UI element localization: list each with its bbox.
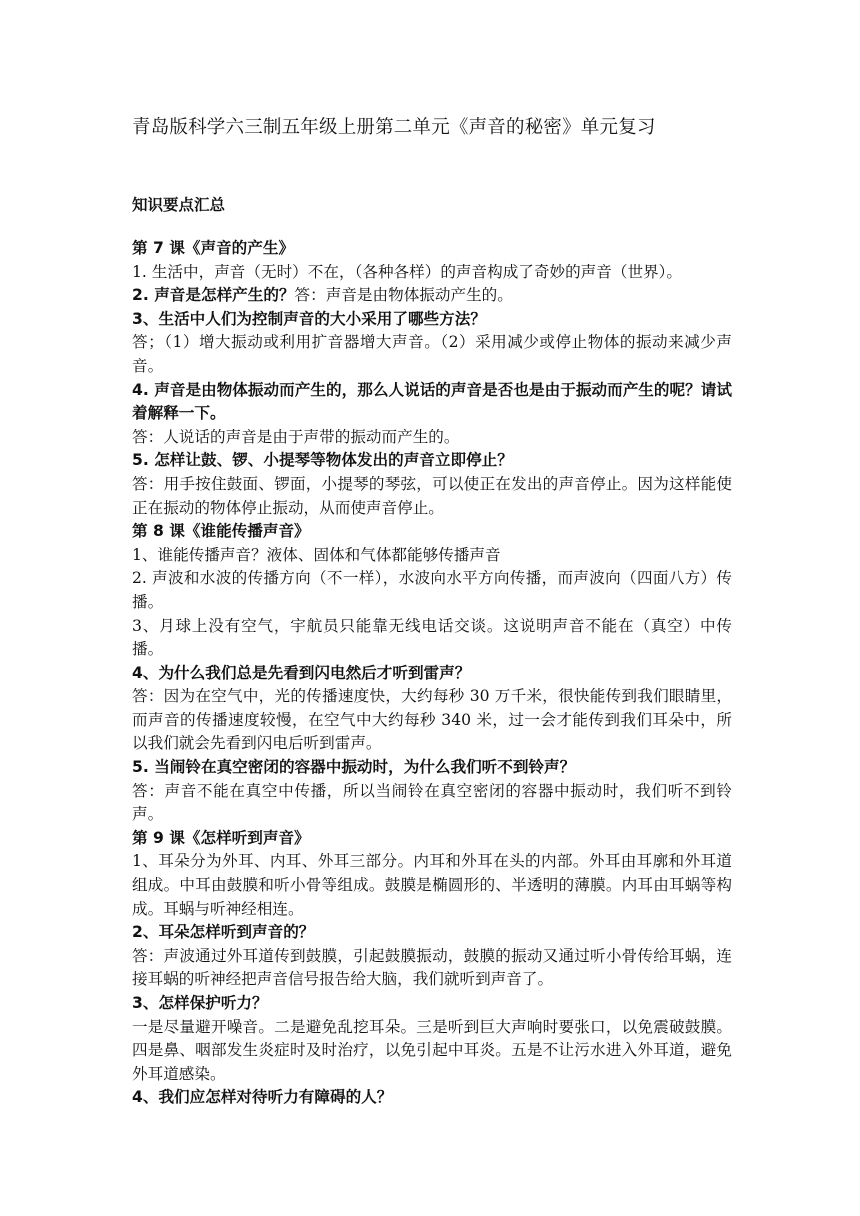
lesson-8-answer-4: 答：因为在空气中，光的传播速度快，大约每秒 30 万千米，很快能传到我们眼睛里，而声音的传播速度较慢，在空气中大约每秒 340 米，过一会才能传到我们耳朵中，所以我们就会先看到闪电后听到雷声。 — [132, 687, 732, 753]
lesson-9-item-1: 1、耳朵分为外耳、内耳、外耳三部分。内耳和外耳在头的内部。外耳由耳廓和外耳道组成。中耳由鼓膜和听小骨等组成。鼓膜是椭圆形的、半透明的薄膜。内耳由耳蜗等构成。耳蜗与听神经相连。 — [132, 852, 732, 918]
lesson-8-item-2: 2. 声波和水波的传播方向（不一样），水波向水平方向传播，而声波向（四面八方）传播。 — [132, 569, 732, 611]
lesson-9-heading: 第 9 课《怎样听到声音》 — [132, 828, 310, 847]
lesson-7-question-3: 3、生活中人们为控制声音的大小采用了哪些方法？ — [132, 309, 486, 328]
lesson-7-heading: 第 7 课《声音的产生》 — [132, 239, 295, 257]
lesson-8-heading: 第 8 课《谁能传播声音》 — [132, 522, 310, 541]
lesson-7-answer-5: 答：用手按住鼓面、锣面，小提琴的琴弦，可以使正在发出的声音停止。因为这样能使正在振动的物体停止振动，从而使声音停止。 — [132, 474, 732, 517]
lesson-7-answer-3: 答；（1）增大振动或利用扩音器增大声音。（2）采用减少或停止物体的振动来减少声音。 — [132, 333, 732, 375]
lesson-7-answer-2: 答：声音是由物体振动产生的。 — [294, 286, 513, 305]
lesson-7-question-2: 2. 声音是怎样产生的？ — [132, 286, 295, 305]
lesson-7-question-4: 4. 声音是由物体振动而产生的，那么人说话的声音是否也是由于振动而产生的呢？请试着解释一下。 — [132, 380, 732, 423]
summary-heading: 知识要点汇总 — [132, 196, 226, 214]
lesson-8-question-5: 5. 当闹铃在真空密闭的容器中振动时，为什么我们听不到铃声？ — [132, 758, 576, 777]
lesson-8-item-3: 3、月球上没有空气，宇航员只能靠无线电话交谈。这说明声音不能在（真空）中传播。 — [132, 616, 732, 659]
lesson-9-question-3: 3、怎样保护听力？ — [132, 994, 268, 1012]
lesson-7-item-2 — [132, 284, 732, 308]
lesson-7-item-1: 1. 生活中，声音（无时）不在，（各种各样）的声音构成了奇妙的声音（世界）。 — [132, 262, 683, 281]
lesson-9-question-4: 4、我们应怎样对待听力有障碍的人？ — [132, 1088, 393, 1106]
lesson-9-answer-2: 答：声波通过外耳道传到鼓膜，引起鼓膜振动，鼓膜的振动又通过听小骨传给耳蜗，连接耳蜗的听神经把声音信号报告给大脑，我们就听到声音了。 — [132, 946, 732, 989]
lesson-8-item-1: 1、谁能传播声音？液体、固体和气体都能够传播声音 — [132, 545, 501, 564]
lesson-7-answer-4: 答：人说话的声音是由于声带的振动而产生的。 — [132, 427, 460, 446]
lesson-9-answer-3: 一是尽量避开噪音。二是避免乱挖耳朵。三是听到巨大声响时要张口，以免震破鼓膜。四是鼻、咽部发生炎症时及时治疗，以免引起中耳炎。五是不让污水进入外耳道，避免外耳道感染。 — [132, 1017, 732, 1083]
lesson-9-question-2: 2、耳朵怎样听到声音的？ — [132, 923, 315, 942]
lesson-8-question-4: 4、为什么我们总是先看到闪电然后才听到雷声？ — [132, 663, 471, 682]
document-body — [132, 237, 732, 1086]
document-title: 青岛版科学六三制五年级上册第二单元《声音的秘密》单元复习 — [132, 117, 656, 138]
lesson-7-question-5: 5. 怎样让鼓、锣、小提琴等物体发出的声音立即停止？ — [132, 451, 513, 470]
lesson-8-answer-5: 答：声音不能在真空中传播，所以当闹铃在真空密闭的容器中振动时，我们听不到铃声。 — [132, 781, 732, 824]
